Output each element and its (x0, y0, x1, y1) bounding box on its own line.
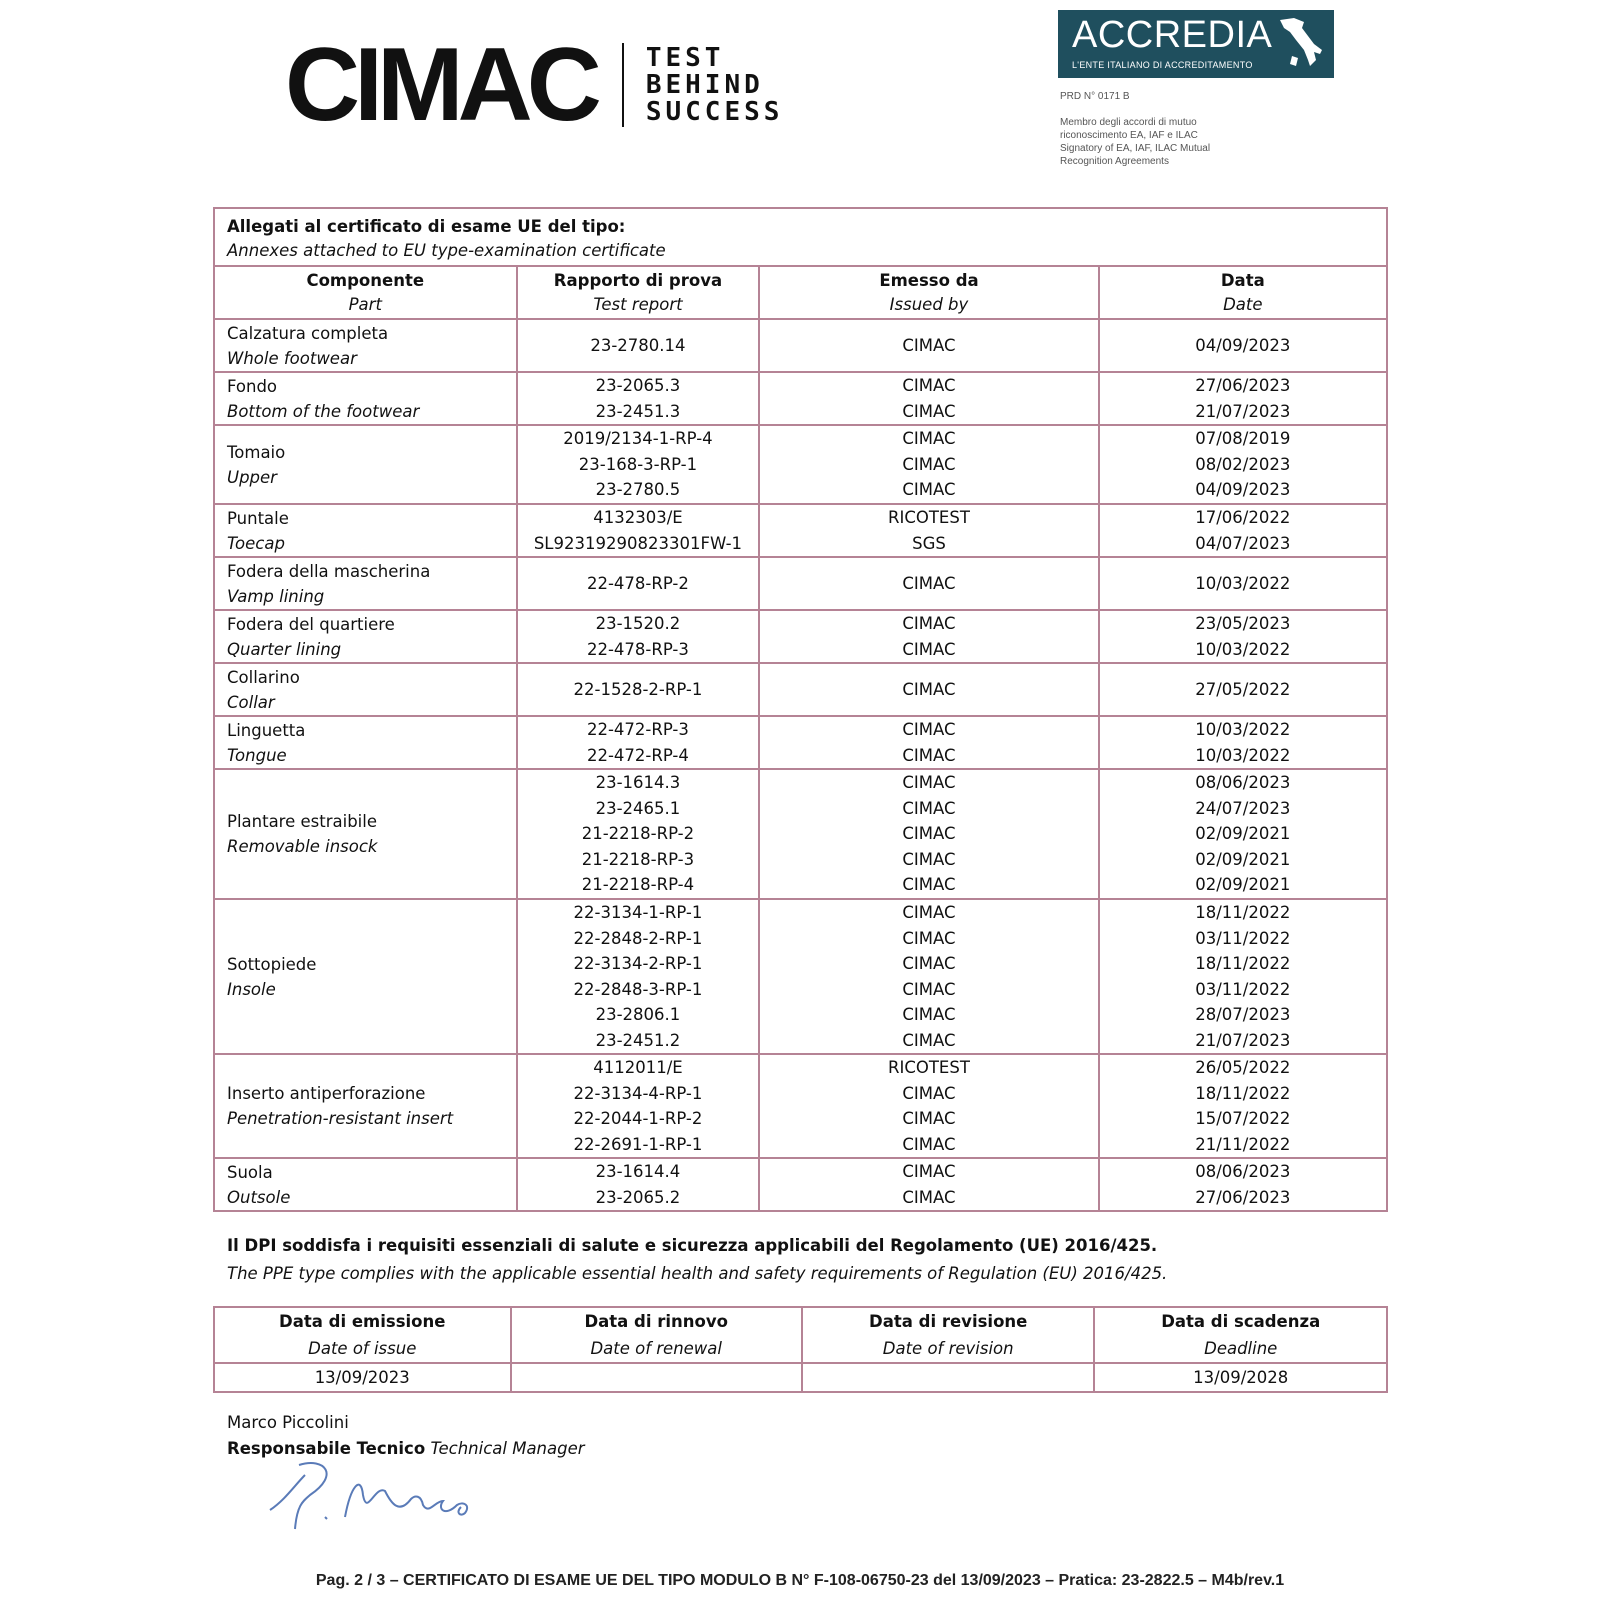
accredia-name: ACCREDIA (1072, 14, 1273, 56)
report-cell (517, 663, 760, 716)
date-cell (1099, 716, 1387, 769)
cimac-logo (285, 27, 784, 143)
issuer-cell (759, 769, 1098, 899)
issuer-value: CIMAC (902, 1083, 956, 1103)
report-cell (517, 716, 760, 769)
component-name-it: Linguetta (227, 720, 306, 740)
issuer-value: CIMAC (902, 1005, 956, 1024)
accreditation-number: PRD N° 0171 B (1060, 91, 1130, 102)
component-cell (214, 1054, 517, 1158)
page-footer: Pag. 2 / 3 – CERTIFICATO DI ESAME UE DEL TIPO MODULO B N° F-108-06750-23 del 13/09/2023 – Pratica: 23-2822.5 – M4b/rev.1 (315, 1572, 1285, 1589)
issuer-value: CIMAC (902, 1109, 956, 1128)
accredia-subtitle: L'ENTE ITALIANO DI ACCREDITAMENTO (1072, 60, 1253, 70)
report-cell (517, 557, 760, 610)
component-cell (214, 663, 517, 716)
dates-header-en: Deadline (1204, 1339, 1278, 1358)
date-value: 03/11/2022 (1195, 979, 1291, 999)
date-value: 03/11/2022 (1195, 928, 1291, 948)
table-row (214, 899, 1387, 1054)
date-value: 10/03/2022 (1195, 639, 1291, 659)
dates-column-header (214, 1307, 511, 1363)
component-name-it: Fodera della mascherina (227, 561, 431, 581)
issuer-cell (759, 1158, 1098, 1211)
annex-title-cell (214, 208, 1387, 266)
accredia-badge (1058, 10, 1334, 78)
date-cell (1099, 1158, 1387, 1211)
date-value: 23/05/2023 (1195, 614, 1291, 633)
issuer-cell (759, 557, 1098, 610)
date-value: 24/07/2023 (1195, 798, 1291, 818)
component-cell (214, 319, 517, 372)
issuer-value: CIMAC (902, 1030, 956, 1050)
date-value: 17/06/2022 (1195, 508, 1291, 527)
date-value: 21/07/2023 (1195, 1030, 1291, 1050)
report-value: 23-1614.3 (595, 773, 681, 793)
table-row (214, 1158, 1387, 1211)
dates-header-it: Data di emissione (279, 1312, 446, 1331)
table-row (214, 425, 1387, 504)
component-name-en: Collar (227, 692, 275, 712)
table-row (214, 716, 1387, 769)
issuer-value: CIMAC (902, 979, 956, 999)
date-cell (1099, 1054, 1387, 1158)
accreditation-note: Recognition Agreements (1060, 156, 1169, 167)
date-value: 02/09/2021 (1195, 875, 1291, 895)
annex-subtitle: Annexes attached to EU type-examination certificate (227, 241, 666, 260)
accreditation-note: Membro degli accordi di mutuo (1060, 117, 1197, 128)
date-cell (1099, 319, 1387, 372)
report-value: 22-2848-3-RP-1 (573, 979, 703, 999)
report-value: 22-2848-2-RP-1 (573, 928, 703, 948)
column-header (214, 266, 517, 319)
component-name-en: Penetration-resistant insert (227, 1109, 454, 1128)
table-row (214, 769, 1387, 899)
accreditation-note: Signatory of EA, IAF, ILAC Mutual (1060, 143, 1211, 154)
report-value: 23-2065.2 (595, 1187, 681, 1207)
component-name-it: Fodera del quartiere (227, 614, 395, 634)
report-value: 21-2218-RP-3 (581, 849, 695, 869)
compliance-statement (227, 1232, 1167, 1288)
component-name-en: Whole footwear (227, 348, 357, 368)
report-value: 22-3134-1-RP-1 (573, 903, 703, 922)
issuer-value: CIMAC (902, 573, 956, 593)
component-cell (214, 557, 517, 610)
issuer-value: CIMAC (902, 954, 956, 973)
issuer-value: SGS (912, 533, 946, 553)
issuer-value: CIMAC (902, 773, 956, 793)
report-value: 22-472-RP-4 (586, 745, 689, 765)
issuer-value: CIMAC (902, 1134, 956, 1154)
statement-en: The PPE type complies with the applicable essential health and safety requirements of Regulation (EU) 2016/425. (227, 1264, 1168, 1283)
table-row (214, 372, 1387, 425)
date-value: 02/09/2021 (1195, 849, 1291, 869)
component-name-en: Tongue (227, 745, 287, 765)
date-value: 18/11/2022 (1195, 954, 1291, 973)
logo-wordmark: CIMAC (285, 27, 596, 143)
report-cell (517, 610, 760, 663)
date-value: 27/05/2022 (1195, 679, 1291, 699)
dates-header-row (214, 1307, 1387, 1363)
logo-divider (622, 43, 624, 127)
date-value: 10/03/2022 (1195, 720, 1291, 739)
date-cell (1099, 610, 1387, 663)
report-value: 23-2465.1 (595, 798, 681, 818)
component-name-en: Upper (227, 467, 277, 487)
table-row (214, 504, 1387, 557)
date-value: 02/09/2021 (1195, 824, 1291, 844)
issuer-cell (759, 610, 1098, 663)
dates-header-it: Data di rinnovo (584, 1312, 728, 1331)
column-header-it: Data (1220, 270, 1265, 290)
report-value: 2019/2134-1-RP-4 (563, 429, 713, 449)
tagline-line: BEHIND (645, 69, 764, 100)
date-value: 08/02/2023 (1195, 454, 1291, 474)
issuer-value: CIMAC (902, 720, 956, 739)
report-value: 22-478-RP-2 (586, 573, 689, 593)
annex-table (213, 207, 1388, 1212)
dates-value-row (214, 1363, 1387, 1392)
issuer-cell (759, 716, 1098, 769)
date-value: 04/07/2023 (1195, 533, 1291, 553)
issuer-cell (759, 899, 1098, 1054)
dates-column-header (1094, 1307, 1387, 1363)
issuer-value: CIMAC (902, 928, 956, 948)
issuer-cell (759, 372, 1098, 425)
date-cell (1099, 504, 1387, 557)
date-cell (1099, 769, 1387, 899)
issuer-cell (759, 1054, 1098, 1158)
component-cell (214, 899, 517, 1054)
date-value: 04/09/2023 (1195, 335, 1291, 355)
column-header (1099, 266, 1387, 319)
component-name-it: Inserto antiperforazione (227, 1084, 426, 1103)
report-cell (517, 1054, 760, 1158)
report-cell (517, 319, 760, 372)
report-value: 23-2780.14 (590, 335, 686, 355)
date-value: 21/11/2022 (1195, 1134, 1291, 1154)
report-cell (517, 504, 760, 557)
report-value: 21-2218-RP-4 (581, 875, 695, 895)
date-of-renewal (511, 1363, 802, 1392)
report-value: 22-472-RP-3 (586, 720, 689, 739)
logo-tagline (645, 42, 784, 127)
component-name-en: Removable insock (227, 837, 378, 856)
component-name-en: Insole (227, 979, 276, 999)
report-cell (517, 769, 760, 899)
issuer-value: CIMAC (902, 401, 956, 421)
component-name-it: Tomaio (227, 442, 286, 462)
issuer-value: CIMAC (902, 614, 956, 633)
report-value: SL92319290823301FW-1 (533, 533, 743, 553)
report-value: 4112011/E (593, 1058, 683, 1077)
column-header-en: Issued by (889, 294, 969, 314)
report-value: 22-2044-1-RP-2 (573, 1109, 703, 1128)
component-name-en: Bottom of the footwear (227, 401, 420, 421)
signatory-name: Marco Piccolini (227, 1413, 349, 1432)
date-value: 18/11/2022 (1195, 903, 1291, 922)
component-cell (214, 716, 517, 769)
dates-header-en: Date of issue (308, 1339, 417, 1358)
date-value: 28/07/2023 (1195, 1005, 1291, 1024)
issuer-value: CIMAC (902, 824, 956, 844)
issuer-value: CIMAC (902, 849, 956, 869)
report-cell (517, 372, 760, 425)
component-name-it: Collarino (227, 667, 300, 687)
tagline-line: TEST (645, 42, 725, 73)
component-name-it: Suola (227, 1162, 273, 1182)
issuer-cell (759, 663, 1098, 716)
date-value: 10/03/2022 (1195, 745, 1291, 765)
table-row (214, 1054, 1387, 1158)
column-header-en: Date (1223, 294, 1263, 314)
date-value: 07/08/2019 (1195, 429, 1291, 449)
issuer-value: RICOTEST (888, 508, 970, 527)
issuer-cell (759, 425, 1098, 504)
column-header-it: Componente (306, 270, 425, 290)
date-cell (1099, 899, 1387, 1054)
table-row (214, 610, 1387, 663)
date-value: 26/05/2022 (1195, 1058, 1291, 1077)
issuer-value: CIMAC (902, 875, 956, 895)
component-cell (214, 425, 517, 504)
dates-header-it: Data di scadenza (1161, 1312, 1321, 1331)
report-value: 23-168-3-RP-1 (578, 454, 698, 474)
signatory-role-it: Responsabile Tecnico (227, 1439, 426, 1458)
annex-header-row (214, 266, 1387, 319)
report-value: 4132303/E (593, 508, 683, 527)
date-cell (1099, 557, 1387, 610)
report-value: 22-3134-2-RP-1 (573, 954, 703, 973)
component-name-it: Calzatura completa (227, 323, 389, 343)
report-cell (517, 899, 760, 1054)
component-name-it: Fondo (227, 376, 278, 396)
component-cell (214, 769, 517, 899)
report-value: 23-2065.3 (595, 376, 681, 395)
dates-header-en: Date of revision (882, 1339, 1014, 1358)
date-value: 08/06/2023 (1195, 773, 1291, 793)
deadline-date: 13/09/2028 (1094, 1363, 1387, 1392)
column-header (759, 266, 1098, 319)
issuer-value: CIMAC (902, 745, 956, 765)
dates-header-it: Data di revisione (869, 1312, 1028, 1331)
issuer-cell (759, 319, 1098, 372)
date-value: 10/03/2022 (1195, 573, 1291, 593)
report-value: 22-478-RP-3 (586, 639, 689, 659)
date-cell (1099, 372, 1387, 425)
report-value: 23-2451.2 (595, 1030, 681, 1050)
issuer-value: CIMAC (902, 429, 956, 449)
column-header (517, 266, 760, 319)
table-row (214, 663, 1387, 716)
component-cell (214, 1158, 517, 1211)
date-of-revision (802, 1363, 1094, 1392)
dates-column-header (802, 1307, 1094, 1363)
dates-header-en: Date of renewal (590, 1339, 723, 1358)
issuer-value: CIMAC (902, 335, 956, 355)
dates-table (213, 1306, 1388, 1393)
issuer-value: CIMAC (902, 639, 956, 659)
issuer-value: CIMAC (902, 480, 956, 500)
issuer-value: CIMAC (902, 1187, 956, 1207)
column-header-en: Test report (593, 294, 683, 314)
table-row (214, 319, 1387, 372)
component-cell (214, 610, 517, 663)
report-cell (517, 1158, 760, 1211)
handwritten-signature (265, 1455, 495, 1535)
issuer-value: CIMAC (902, 1162, 956, 1181)
report-value: 23-1614.4 (595, 1162, 681, 1181)
date-value: 18/11/2022 (1195, 1083, 1291, 1103)
column-header-en: Part (348, 294, 382, 314)
issuer-value: CIMAC (902, 798, 956, 818)
column-header-it: Rapporto di prova (553, 270, 723, 290)
component-name-en: Toecap (227, 533, 285, 553)
statement-it: Il DPI soddisfa i requisiti essenziali di salute e sicurezza applicabili del Regolamento (UE) 2016/425. (227, 1236, 1158, 1255)
accreditation-info (1060, 90, 1210, 168)
report-value: 22-1528-2-RP-1 (573, 679, 703, 699)
report-value: 22-2691-1-RP-1 (573, 1134, 703, 1154)
date-cell (1099, 663, 1387, 716)
issuer-value: CIMAC (902, 376, 956, 395)
dates-column-header (511, 1307, 802, 1363)
tagline-line: SUCCESS (645, 96, 784, 127)
issuer-value: CIMAC (902, 454, 956, 474)
date-of-issue: 13/09/2023 (214, 1363, 511, 1392)
date-cell (1099, 425, 1387, 504)
date-value: 15/07/2022 (1195, 1109, 1291, 1128)
component-name-en: Vamp lining (227, 586, 325, 606)
component-name-en: Outsole (227, 1187, 291, 1207)
component-name-it: Sottopiede (227, 954, 317, 974)
annex-title: Allegati al certificato di esame UE del tipo: (227, 217, 626, 236)
report-value: 23-2780.5 (595, 480, 681, 500)
report-cell (517, 425, 760, 504)
table-row (214, 557, 1387, 610)
issuer-value: CIMAC (902, 903, 956, 922)
report-value: 22-3134-4-RP-1 (573, 1083, 703, 1103)
signatory-role-en: Technical Manager (430, 1439, 585, 1458)
date-value: 21/07/2023 (1195, 401, 1291, 421)
column-header-it: Emesso da (879, 270, 979, 290)
accreditation-note: riconoscimento EA, IAF e ILAC (1060, 130, 1198, 141)
component-cell (214, 504, 517, 557)
component-name-it: Plantare estraibile (227, 812, 377, 831)
date-value: 27/06/2023 (1195, 1187, 1291, 1207)
issuer-value: RICOTEST (888, 1058, 970, 1077)
component-name-it: Puntale (227, 508, 289, 528)
date-value: 04/09/2023 (1195, 480, 1291, 500)
report-value: 23-2806.1 (595, 1005, 681, 1024)
component-cell (214, 372, 517, 425)
issuer-value: CIMAC (902, 679, 956, 699)
report-value: 23-2451.3 (595, 401, 681, 421)
issuer-cell (759, 504, 1098, 557)
date-value: 27/06/2023 (1195, 376, 1291, 395)
italy-map-icon (1274, 16, 1326, 72)
report-value: 21-2218-RP-2 (581, 824, 695, 844)
component-name-en: Quarter lining (227, 639, 342, 659)
date-value: 08/06/2023 (1195, 1162, 1291, 1181)
report-value: 23-1520.2 (595, 614, 681, 633)
